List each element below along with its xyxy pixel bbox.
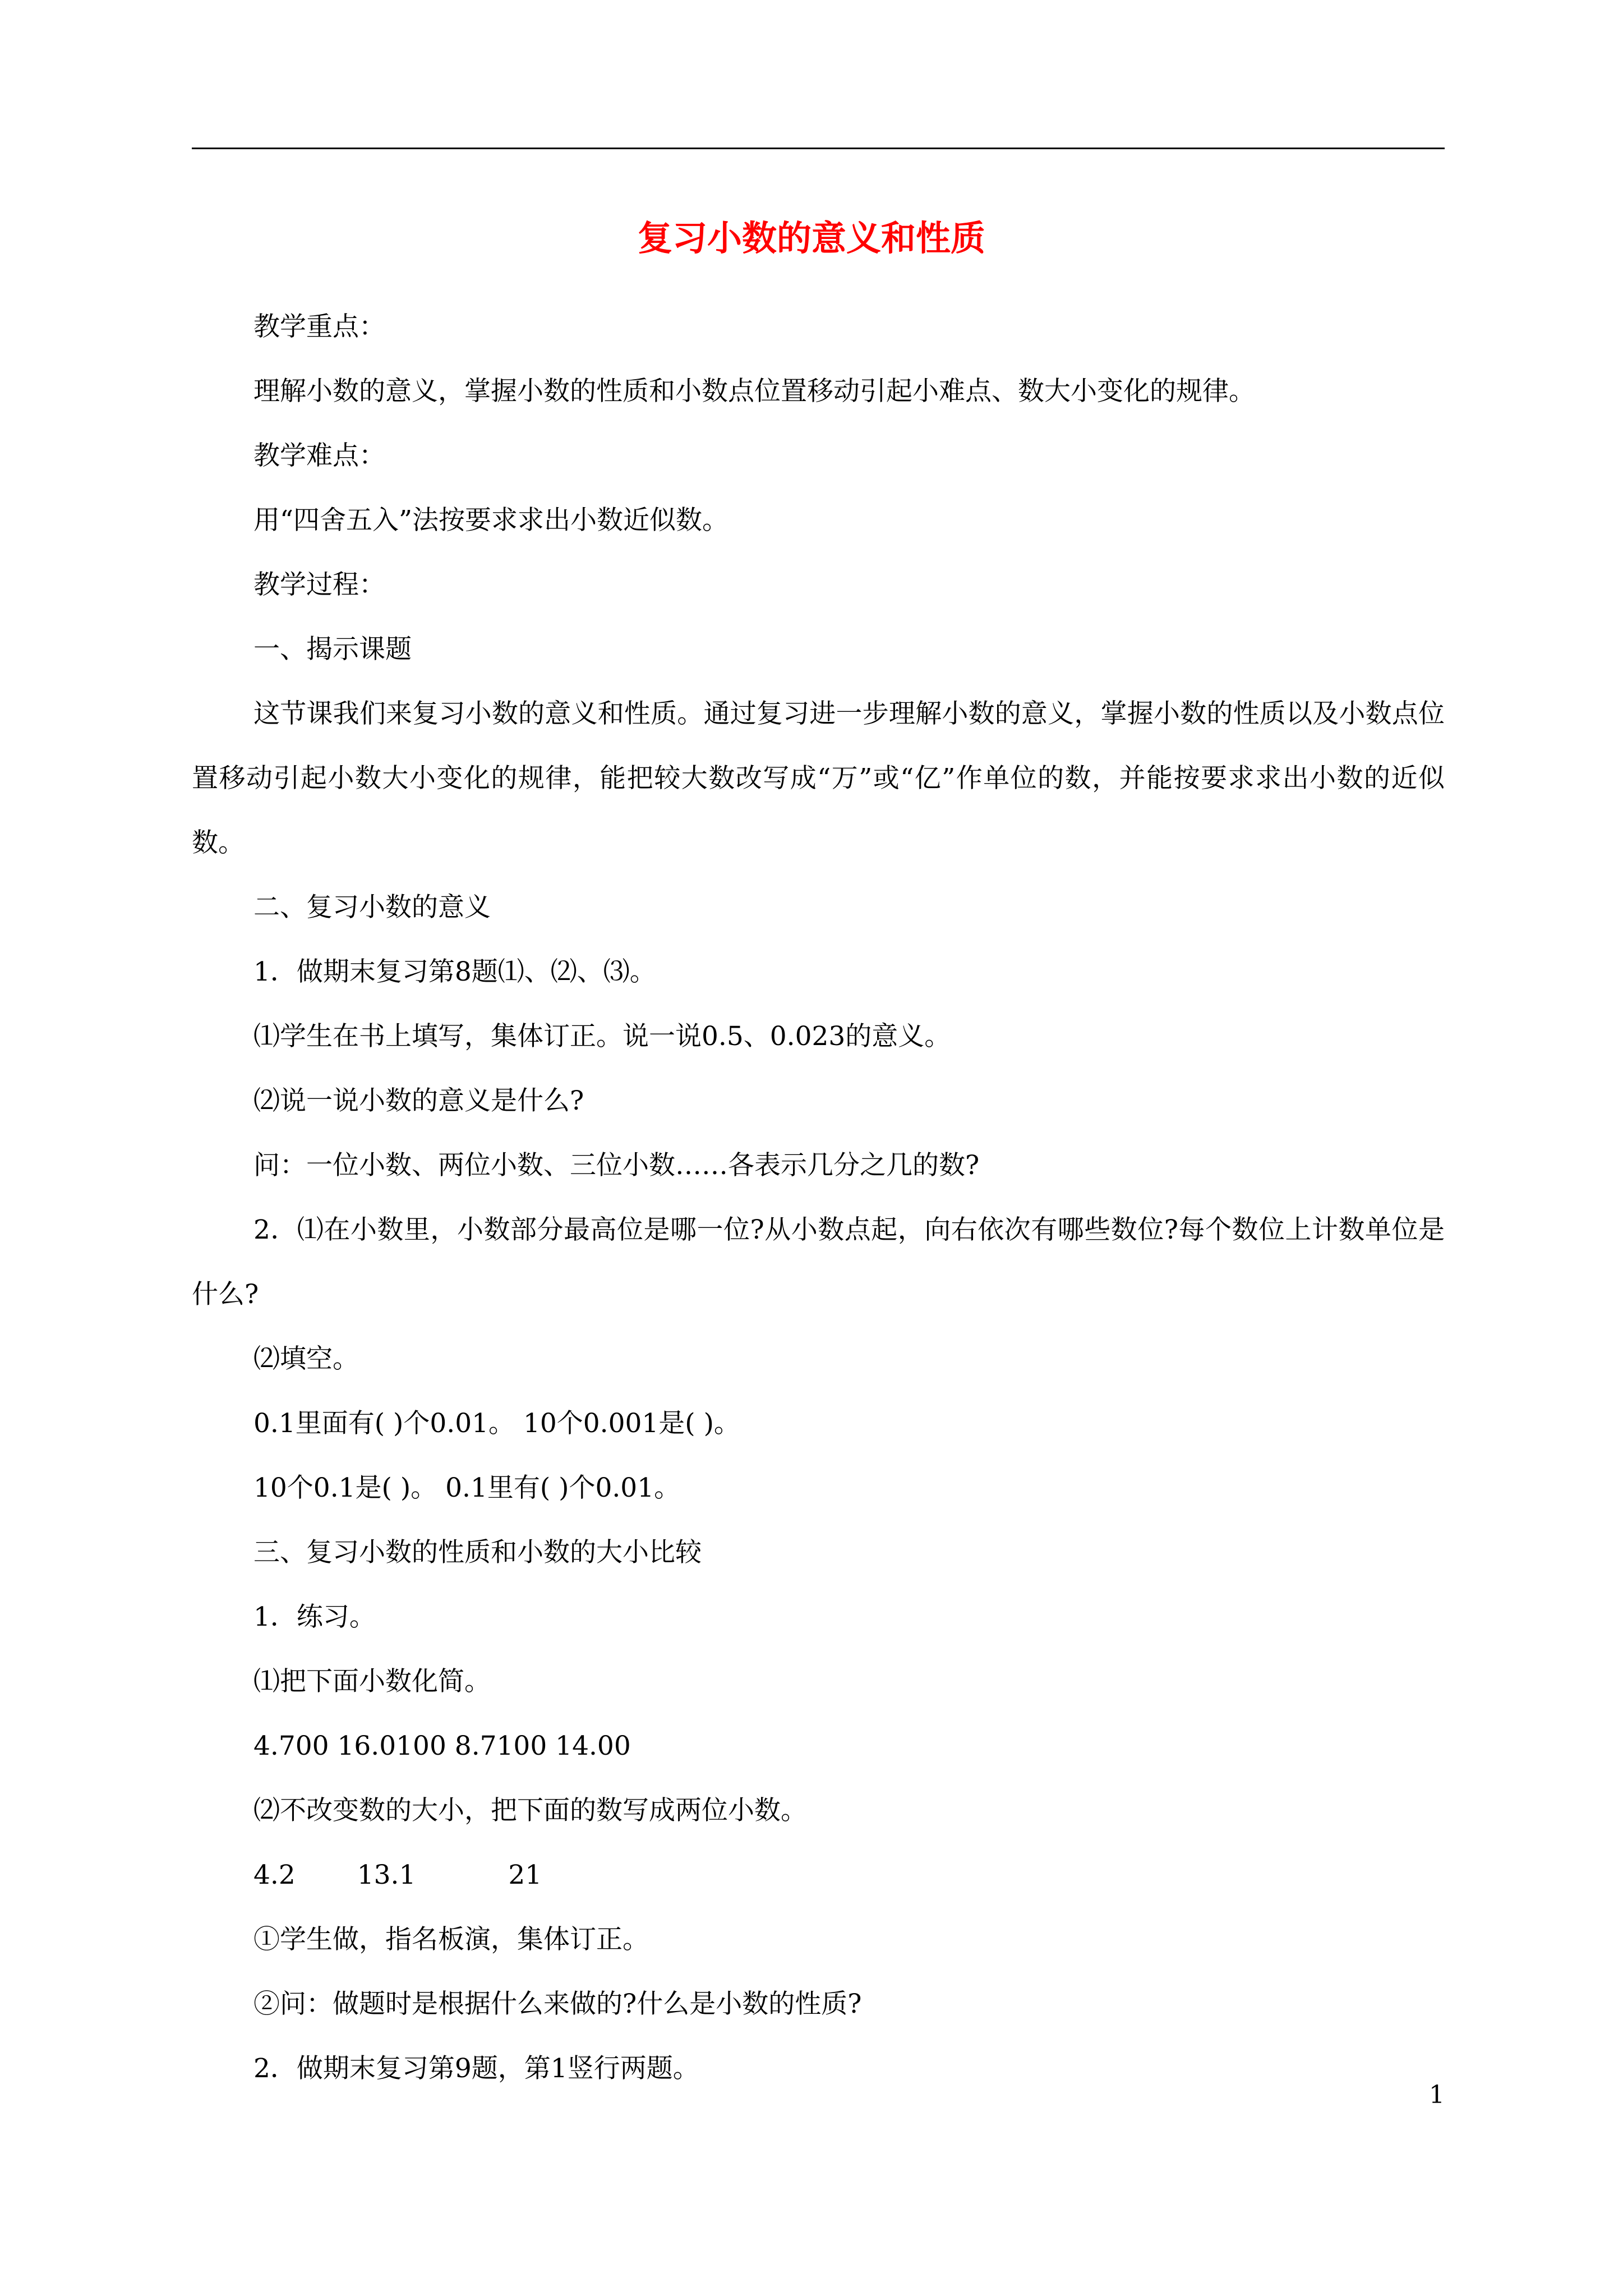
heading-part-three: 三、复习小数的性质和小数的大小比较 [253,1537,702,1568]
page-number: 1 [1429,2081,1445,2109]
heading-part-one: 一、揭示课题 [253,634,412,665]
paragraph-key-points: 理解小数的意义，掌握小数的性质和小数点位置移动引起小难点、数大小变化的规律。 [253,376,1255,407]
paragraph-item-1-1: ⑴学生在书上填写，集体订正。说一说0.5、0.023的意义。 [253,1021,951,1052]
section-heading-key-points: 教学重点： [253,311,385,342]
paragraph-simplify-numbers: 4.700 16.0100 8.7100 14.00 [253,1731,631,1761]
paragraph-item-2-exercise: 2．做期末复习第9题，第1竖行两题。 [253,2053,699,2084]
paragraph-number-list [192,1843,1445,1907]
paragraph-step-2: ②问：做题时是根据什么来做的?什么是小数的性质? [253,1989,862,2019]
document-title: 复习小数的意义和性质 [637,218,985,259]
header-rule [192,148,1445,149]
paragraph-fill-blank: ⑵填空。 [253,1343,359,1374]
paragraph-simplify: ⑴把下面小数化简。 [253,1666,491,1697]
number-item: 4.2 [253,1860,296,1890]
paragraph-item-1-2: ⑵说一说小数的意义是什么? [253,1085,584,1116]
paragraph-question: 问：一位小数、两位小数、三位小数……各表示几分之几的数? [253,1150,980,1181]
paragraph-blank-line-2: 10个0.1是( )。 0.1里有( )个0.01。 [253,1473,681,1503]
number-item: 21 [508,1860,542,1890]
heading-part-two: 二、复习小数的意义 [253,892,491,923]
paragraph-difficulties: 用“四舍五入”法按要求求出小数近似数。 [253,505,729,536]
section-heading-process: 教学过程： [253,569,385,600]
paragraph-practice: 1．练习。 [253,1602,376,1632]
number-item: 13.1 [357,1860,416,1890]
paragraph-step-1: ①学生做，指名板演，集体订正。 [253,1924,649,1955]
paragraph-introduction: 这节课我们来复习小数的意义和性质。通过复习进一步理解小数的意义，掌握小数的性质以及小数点位置移动引起小数大小变化的规律，能把较大数改写成“万”或“亿”作单位的数，并能按要求求出小数的近似数。 [192,698,1445,858]
paragraph-blank-line-1: 0.1里面有( )个0.01。 10个0.001是( )。 [253,1408,740,1439]
section-heading-difficulties: 教学难点： [253,440,385,471]
paragraph-item-2: 2．⑴在小数里，小数部分最高位是哪一位?从小数点起，向右依次有哪些数位?每个数位上计数单位是什么? [192,1214,1445,1310]
paragraph-two-decimals: ⑵不改变数的大小，把下面的数写成两位小数。 [253,1795,807,1826]
paragraph-item-1: 1．做期末复习第8题⑴、⑵、⑶。 [253,956,656,987]
